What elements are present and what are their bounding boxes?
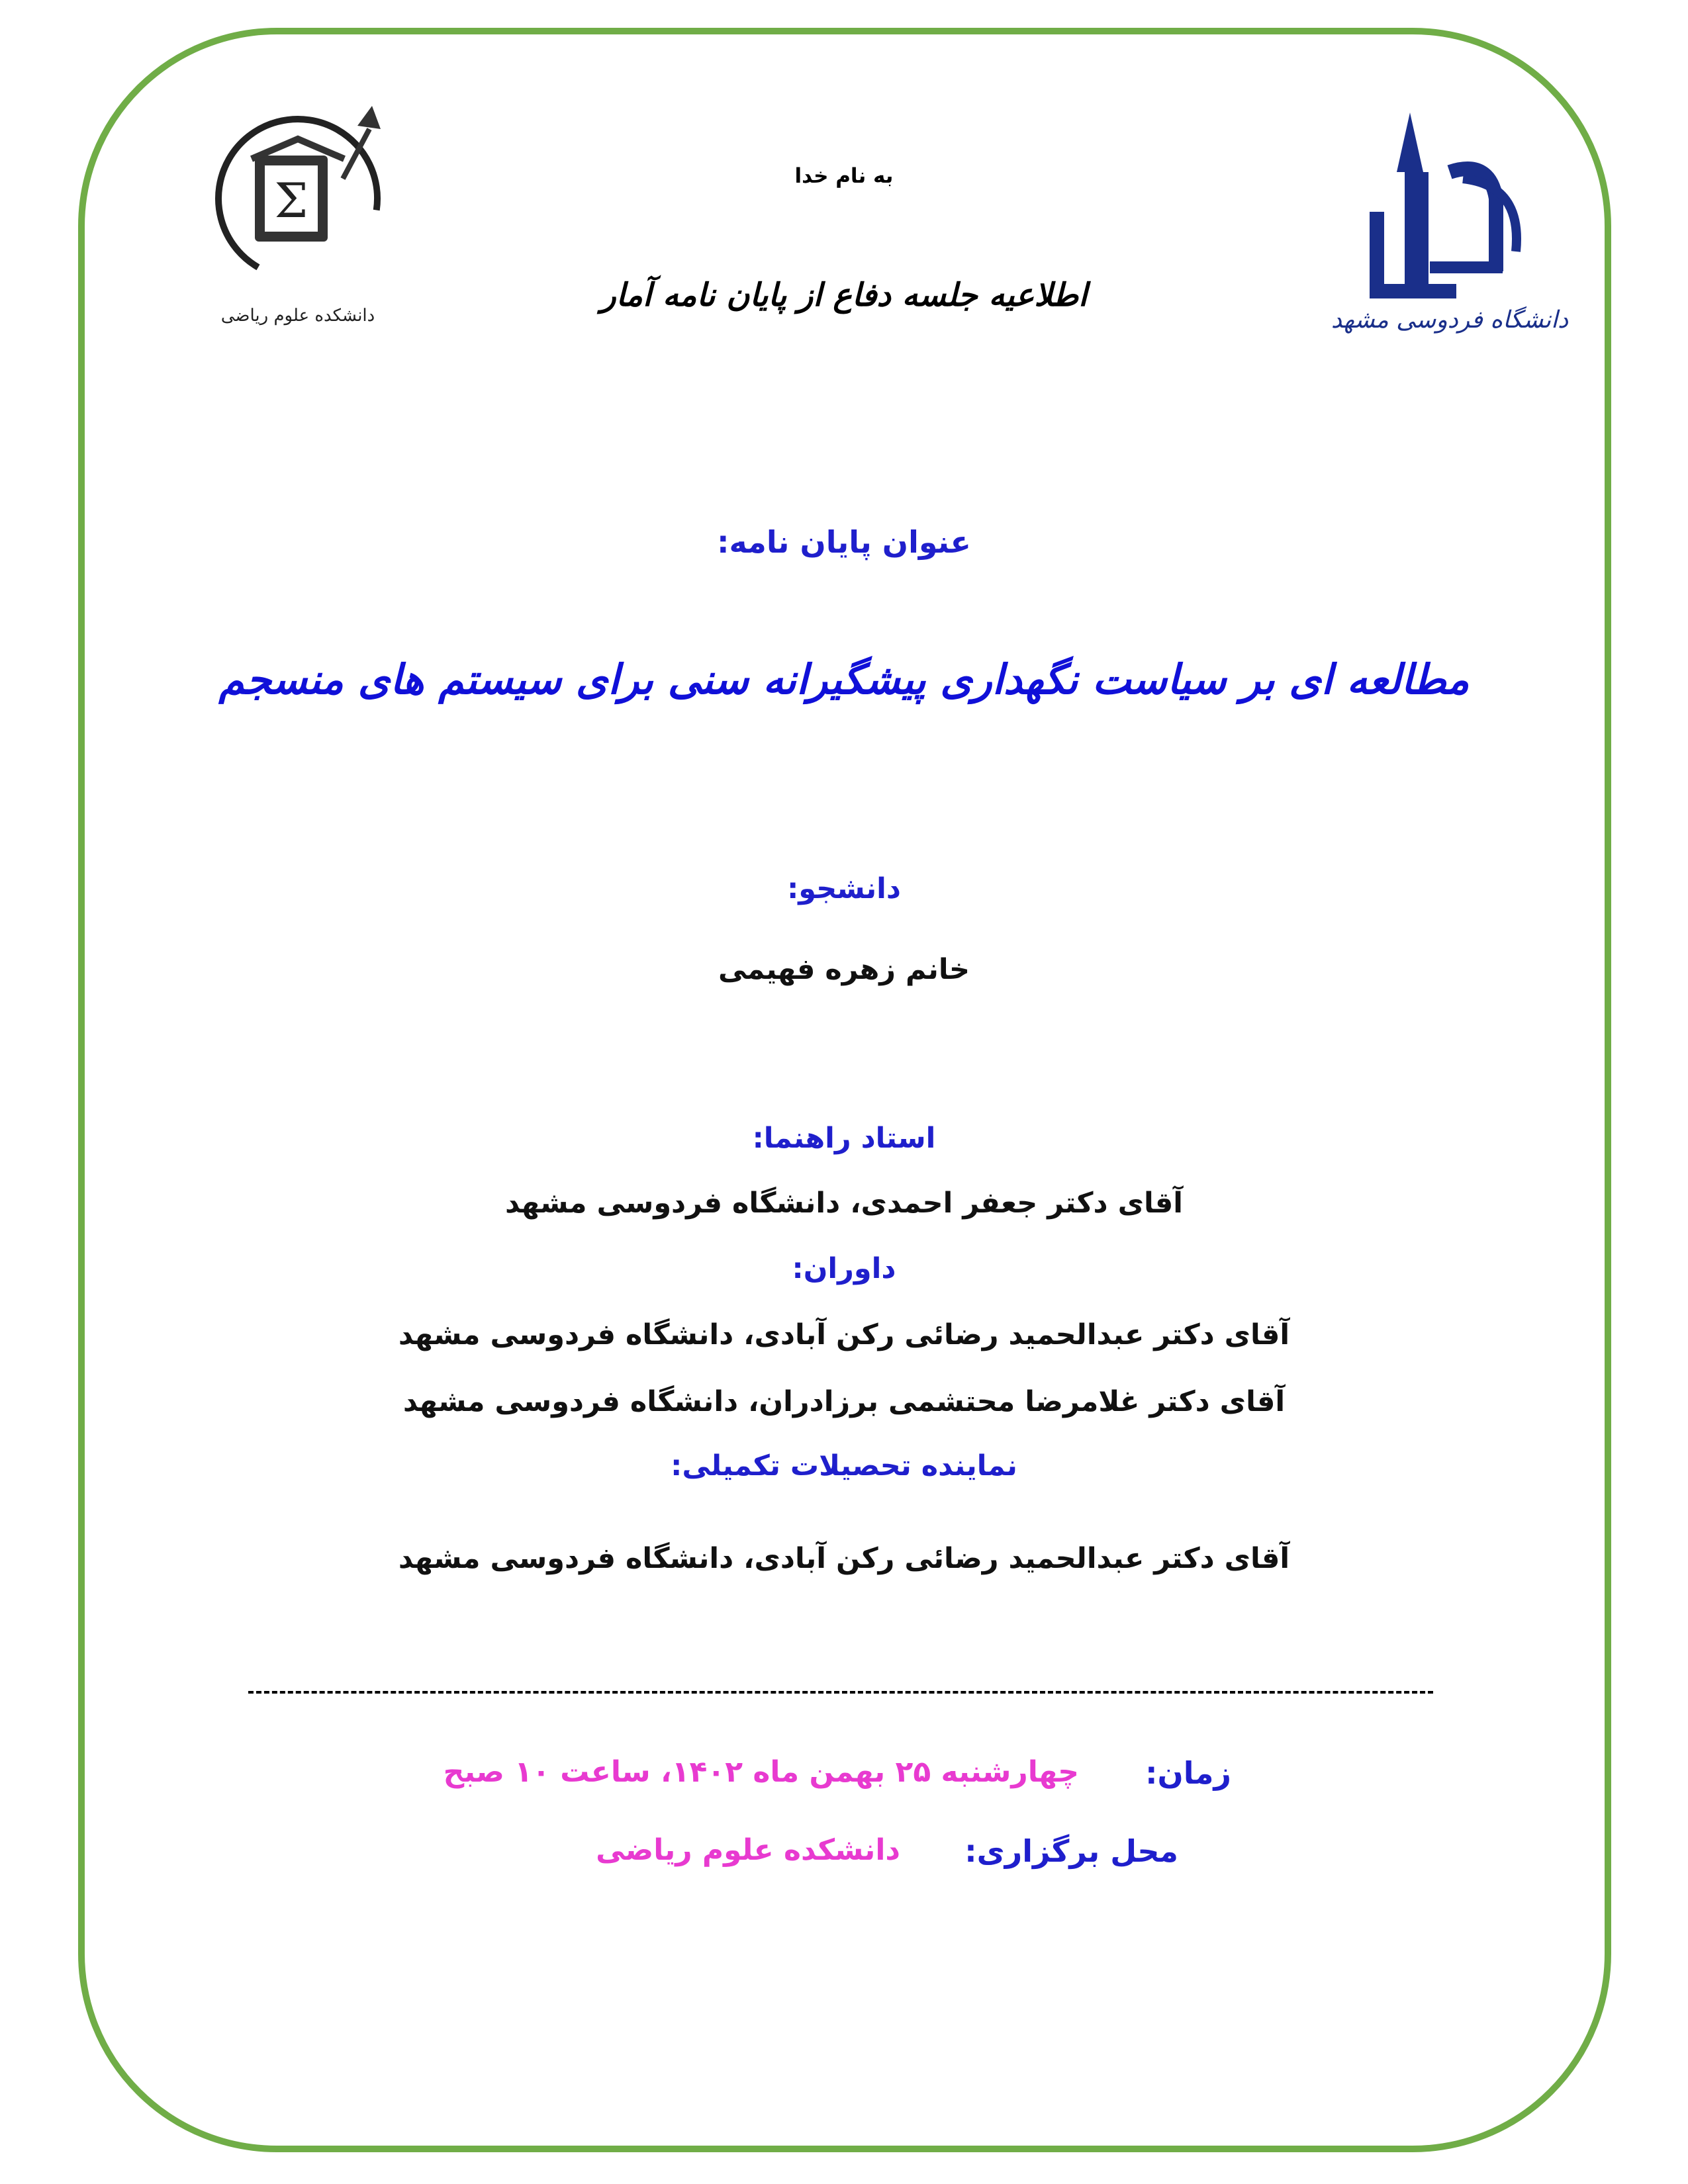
math-faculty-logo-label: دانشکده علوم ریاضی xyxy=(220,306,375,326)
svg-text:Σ: Σ xyxy=(274,173,308,228)
time-label: زمان: xyxy=(1145,1755,1231,1791)
basmala: به نام خدا xyxy=(794,164,894,188)
ferdowsi-university-logo-label: دانشگاه فردوسی مشهد xyxy=(1331,306,1569,334)
thesis-title: مطالعه ای بر سیاست نگهداری پیشگیرانه سنی برای سیستم های منسجم xyxy=(218,655,1470,704)
venue-value: دانشکده علوم ریاضی xyxy=(596,1833,900,1867)
graduate-rep-label: نماینده تحصیلات تکمیلی: xyxy=(671,1449,1017,1482)
venue-label: محل برگزاری: xyxy=(964,1833,1178,1869)
referee-item: آقای دکتر غلامرضا محتشمی برزادران، دانشگاه فردوسی مشهد xyxy=(402,1385,1286,1418)
thesis-title-label: عنوان پایان نامه: xyxy=(717,524,971,560)
referees-label: داوران: xyxy=(792,1252,896,1285)
referee-item: آقای دکتر عبدالحمید رضائی رکن آبادی، دانشگاه فردوسی مشهد xyxy=(398,1318,1290,1351)
graduate-rep-name: آقای دکتر عبدالحمید رضائی رکن آبادی، دانشگاه فردوسی مشهد xyxy=(398,1542,1290,1575)
student-label: دانشجو: xyxy=(787,872,901,905)
notice-title: اطلاعیه جلسه دفاع از پایان نامه آمار xyxy=(600,277,1088,314)
advisor-name: آقای دکتر جعفر احمدی، دانشگاه فردوسی مشهد xyxy=(504,1187,1184,1220)
advisor-label: استاد راهنما: xyxy=(752,1122,936,1155)
dashed-divider xyxy=(248,1691,1433,1694)
time-value: چهارشنبه ۲۵ بهمن ماه ۱۴۰۲، ساعت ۱۰ صبح xyxy=(443,1755,1079,1789)
student-name: خانم زهره فهیمی xyxy=(718,953,970,986)
